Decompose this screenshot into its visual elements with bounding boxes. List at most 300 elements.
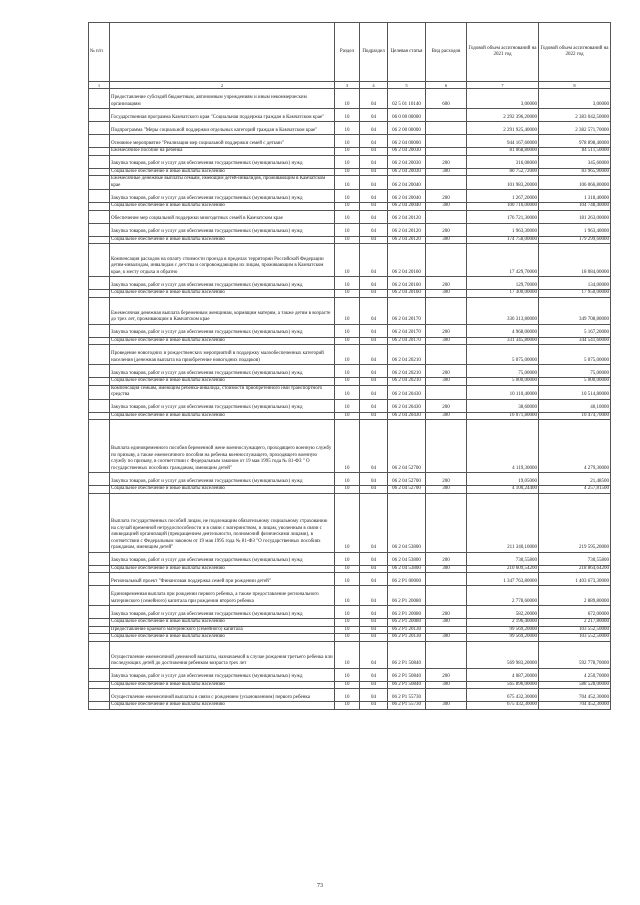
item-name: Социальное обеспечение и иные выплаты населению [110,337,335,345]
expense-type-cell [426,135,467,148]
num-cell [89,565,110,573]
section-cell: 10 [335,573,360,586]
amount-2021: 2 291 925,40000 [467,122,539,135]
amount-2022: 3,06000 [539,89,611,109]
table-row [89,244,611,277]
num-cell [89,223,110,236]
amount-2021: 99 569,20000 [467,626,539,634]
subsection-cell: 04 [360,702,388,710]
subsection-cell: 04 [360,365,388,378]
subsection-cell: 04 [360,89,388,109]
subsection-cell: 04 [360,606,388,619]
amount-2021: 582,20000 [467,606,539,619]
target-code: 06 2 P1 00000 [388,573,426,586]
section-cell: 10 [335,689,360,702]
section-cell: 10 [335,290,360,298]
num-cell [89,155,110,168]
subsection-cell: 04 [360,681,388,689]
amount-2022: 103 552,50000 [539,626,611,634]
num-cell [89,606,110,619]
target-code: 06 2 P1 20080 [388,586,426,606]
amount-2022: 2 383 042,50000 [539,109,611,122]
amount-2022: 2 889,80000 [539,586,611,606]
amount-2021: 569 983,20000 [467,641,539,668]
target-code: 06 2 P1 20130 [388,634,426,642]
amount-2022: 218 864,64200 [539,565,611,573]
num-cell [89,689,110,702]
subsection-cell: 04 [360,586,388,606]
item-name: Региональный проект "Финансовая поддержка семей при рождении детей" [110,573,335,586]
column-index-row [89,82,611,89]
target-code: 06 2 04 53800 [388,552,426,565]
table-row [89,486,611,494]
amount-2021: 2 196,40000 [467,619,539,627]
amount-2022: 704 452,30000 [539,689,611,702]
expense-type-cell [426,297,467,324]
num-cell [89,290,110,298]
table-row [89,565,611,573]
expense-type-cell [426,641,467,668]
section-cell: 10 [335,702,360,710]
table-row [89,277,611,290]
target-code: 06 2 P1 50840 [388,641,426,668]
section-cell: 10 [335,190,360,203]
num-cell [89,552,110,565]
num-cell [89,365,110,378]
amount-2021: 129,70000 [467,277,539,290]
amount-2021: 19,05000 [467,473,539,486]
section-cell: 10 [335,681,360,689]
num-cell [89,412,110,420]
expense-type-cell [426,689,467,702]
target-code: 06 2 04 52700 [388,473,426,486]
item-name: Закупка товаров, работ и услуг для обеспечения государственных (муниципальных) нужд [110,606,335,619]
amount-2022: 84 511,50000 [539,148,611,156]
amount-2021: 80 752,72000 [467,168,539,176]
num-cell [89,203,110,211]
num-cell [89,486,110,494]
item-name: Закупка товаров, работ и услуг для обеспечения государственных (муниципальных) нужд [110,473,335,486]
index-cell: 2 [110,82,335,89]
subsection-cell: 04 [360,190,388,203]
subsection-cell: 04 [360,176,388,190]
table-row [89,586,611,606]
target-code: 06 2 P1 50840 [388,681,426,689]
expense-type-cell: 200 [426,365,467,378]
amount-2021: 81 068,80000 [467,148,539,156]
header-num: № п/п [89,23,110,82]
item-name: Социальное обеспечение и иные выплаты населению [110,565,335,573]
item-name: Компенсация расходов на оплату стоимости проезда в пределах территории Российской Федерации детям-инвалидам, инвалидам с детства и сопровождающим их лицам, проживающим в Камчатском крае, к месту отдыха и обратно [110,244,335,277]
num-cell [89,122,110,135]
num-cell [89,135,110,148]
item-name: Социальное обеспечение и иные выплаты населению [110,236,335,244]
num-cell [89,297,110,324]
expense-type-cell: 300 [426,378,467,386]
item-name: Подпрограмма "Меры социальной поддержки отдельных категорий граждан в Камчатском крае" [110,122,335,135]
header-target: Целевая статья [388,23,426,82]
target-code: 06 2 04 52700 [388,420,426,473]
target-code: 02 5 01 10140 [388,89,426,109]
amount-2022: 103 552,50000 [539,634,611,642]
num-cell [89,244,110,277]
amount-2022: 21,48500 [539,473,611,486]
amount-2022: 18 084,00000 [539,244,611,277]
amount-2021: 4 087,20000 [467,668,539,681]
subsection-cell: 04 [360,337,388,345]
page-number: 73 [317,883,323,889]
expense-type-cell: 200 [426,399,467,412]
amount-2021: 10 071,80000 [467,412,539,420]
num-cell [89,420,110,473]
target-code: 06 2 04 20160 [388,290,426,298]
expense-type-cell [426,626,467,634]
section-cell: 10 [335,365,360,378]
section-cell: 10 [335,109,360,122]
expense-type-cell [426,420,467,473]
amount-2022: 5 167,20000 [539,324,611,337]
table-row [89,641,611,668]
amount-2021: 5 075,00000 [467,345,539,365]
target-code: 06 2 04 52700 [388,486,426,494]
section-cell: 10 [335,236,360,244]
table-row [89,223,611,236]
item-name: Социальное обеспечение и иные выплаты населению [110,290,335,298]
subsection-cell: 04 [360,210,388,223]
amount-2022: 1 403 673,30000 [539,573,611,586]
target-code: 06 2 04 53800 [388,493,426,552]
expense-type-cell: 300 [426,619,467,627]
num-cell [89,641,110,668]
subsection-cell: 04 [360,399,388,412]
section-cell: 10 [335,148,360,156]
amount-2021: 1 267,20000 [467,190,539,203]
item-name: Выплата государственных пособий лицам, не подлежащим обязательному социальному страхованию на случай временной нетрудоспособности и в связи с материнством, и лицам, уволенным в связи с ликвидацией организаций (прекращением деятельности, полномочий физическими лицами), в соответствии с Федеральным законом от 19 мая 1995 года № 81-ФЗ "О государственных пособиях гражданам, имеющим детей" [110,493,335,552]
section-cell: 10 [335,412,360,420]
amount-2021: 4 119,30000 [467,420,539,473]
item-name: Социальное обеспечение и иные выплаты населению [110,412,335,420]
table-row [89,168,611,176]
amount-2021: 176 721,30000 [467,210,539,223]
expense-type-cell [426,176,467,190]
num-cell [89,337,110,345]
amount-2021: 3,06000 [467,89,539,109]
amount-2021: 4 968,00000 [467,324,539,337]
section-cell: 10 [335,385,360,399]
target-code: 06 2 04 20160 [388,244,426,277]
amount-2022: 349 708,80000 [539,297,611,324]
amount-2021: 2 778,60000 [467,586,539,606]
num-cell [89,473,110,486]
index-cell: 7 [467,82,539,89]
amount-2022: 345,60000 [539,155,611,168]
item-name: Основное мероприятие "Реализация мер социальной поддержки семей с детьми" [110,135,335,148]
amount-2021: 5 000,00000 [467,378,539,386]
num-cell [89,573,110,586]
section-cell: 10 [335,176,360,190]
target-code: 06 2 04 20040 [388,190,426,203]
amount-2021: 75,00000 [467,365,539,378]
target-code: 06 2 P1 55730 [388,689,426,702]
amount-2022: 4 250,70000 [539,668,611,681]
table-row [89,155,611,168]
table-row [89,626,611,634]
num-cell [89,109,110,122]
amount-2022: 672,00000 [539,606,611,619]
item-name: Единовременная выплата при рождении первого ребенка, а также предоставление регионального материнского (семейного) капитала при рождении второго ребенка [110,586,335,606]
expense-type-cell [426,345,467,365]
target-code: 06 2 P1 20080 [388,606,426,619]
target-code: 06 2 04 20030 [388,148,426,156]
section-cell: 10 [335,244,360,277]
target-code: 06 2 04 20030 [388,155,426,168]
table-row [89,420,611,473]
table-row [89,493,611,552]
amount-2021: 316,08000 [467,155,539,168]
subsection-cell: 04 [360,290,388,298]
section-cell: 10 [335,634,360,642]
num-cell [89,89,110,109]
subsection-cell: 04 [360,641,388,668]
expense-type-cell: 300 [426,290,467,298]
item-name: Предоставление краевого материнского (семейного) капитала [110,626,335,634]
item-name: Социальное обеспечение и иные выплаты населению [110,168,335,176]
amount-2021: 1 963,30000 [467,223,539,236]
amount-2022: 592 778,70000 [539,641,611,668]
item-name: Социальное обеспечение и иные выплаты населению [110,203,335,211]
subsection-cell: 04 [360,297,388,324]
target-code: 06 2 04 20210 [388,345,426,365]
subsection-cell: 04 [360,573,388,586]
expense-type-cell: 300 [426,168,467,176]
subsection-cell: 04 [360,148,388,156]
num-cell [89,190,110,203]
target-code: 06 2 04 20430 [388,385,426,399]
amount-2021: 211 340,10000 [467,493,539,552]
section-cell: 10 [335,668,360,681]
section-cell: 10 [335,122,360,135]
target-code: 06 2 00 00000 [388,122,426,135]
index-cell: 1 [89,82,110,89]
subsection-cell: 04 [360,345,388,365]
amount-2021: 4 100,24400 [467,486,539,494]
amount-2022: 1 318,40000 [539,190,611,203]
target-code: 06 2 P1 50840 [388,668,426,681]
expense-type-cell [426,122,467,135]
index-cell: 3 [335,82,360,89]
section-cell: 10 [335,210,360,223]
item-name: Социальное обеспечение и иные выплаты населению [110,634,335,642]
amount-2022: 1 963,40000 [539,223,611,236]
subsection-cell: 04 [360,109,388,122]
table-row [89,290,611,298]
amount-2021: 17 300,00000 [467,290,539,298]
subsection-cell: 04 [360,552,388,565]
amount-2021: 944 167,60000 [467,135,539,148]
amount-2021: 675 432,30000 [467,702,539,710]
table-row [89,203,611,211]
header-row [89,23,611,82]
amount-2021: 336 313,80000 [467,297,539,324]
section-cell: 10 [335,203,360,211]
table-row [89,337,611,345]
table-row [89,236,611,244]
amount-2022: 134,00000 [539,277,611,290]
amount-2021: 101 983,20000 [467,176,539,190]
table-row [89,385,611,399]
section-cell: 10 [335,168,360,176]
item-name: Ежемесячное пособие на ребенка [110,148,335,156]
expense-type-cell: 300 [426,412,467,420]
amount-2021: 174 758,00000 [467,236,539,244]
target-code: 06 2 04 20430 [388,399,426,412]
target-code: 06 2 04 20160 [388,277,426,290]
amount-2022: 2 217,80000 [539,619,611,627]
table-row [89,89,611,109]
num-cell [89,148,110,156]
amount-2022: 2 382 571,70000 [539,122,611,135]
amount-2022: 4 279,30000 [539,420,611,473]
section-cell: 10 [335,378,360,386]
amount-2021: 100 716,00000 [467,203,539,211]
target-code: 06 2 04 20170 [388,337,426,345]
target-code: 06 2 04 20040 [388,203,426,211]
table-row [89,668,611,681]
expense-type-cell: 300 [426,634,467,642]
num-cell [89,176,110,190]
expense-type-cell: 200 [426,155,467,168]
amount-2022: 181 263,00000 [539,210,611,223]
section-cell: 10 [335,606,360,619]
expense-type-cell [426,573,467,586]
target-code: 06 2 P1 55730 [388,702,426,710]
num-cell [89,324,110,337]
section-cell: 10 [335,345,360,365]
target-code: 06 2 04 20210 [388,378,426,386]
target-code: 06 2 04 20120 [388,223,426,236]
num-cell [89,277,110,290]
num-cell [89,345,110,365]
header-2021: Годовой объем ассигнований на 2021 год [467,23,539,82]
subsection-cell: 04 [360,412,388,420]
expense-type-cell: 300 [426,236,467,244]
num-cell [89,493,110,552]
table-row [89,689,611,702]
table-row [89,210,611,223]
num-cell [89,634,110,642]
subsection-cell: 04 [360,619,388,627]
item-name: Обеспечение мер социальной поддержки многодетных семей в Камчатском крае [110,210,335,223]
subsection-cell: 04 [360,689,388,702]
section-cell: 10 [335,641,360,668]
amount-2021: 675 432,30000 [467,689,539,702]
section-cell: 10 [335,473,360,486]
item-name: Закупка товаров, работ и услуг для обеспечения государственных (муниципальных) нужд [110,223,335,236]
item-name: Социальное обеспечение и иные выплаты населению [110,378,335,386]
item-name: Социальное обеспечение и иные выплаты населению [110,681,335,689]
item-name: Закупка товаров, работ и услуг для обеспечения государственных (муниципальных) нужд [110,365,335,378]
expense-type-cell: 200 [426,277,467,290]
item-name: Закупка товаров, работ и услуг для обеспечения государственных (муниципальных) нужд [110,190,335,203]
subsection-cell: 04 [360,634,388,642]
section-cell: 10 [335,297,360,324]
header-section: Раздел [335,23,360,82]
amount-2021: 17 429,70000 [467,244,539,277]
subsection-cell: 04 [360,420,388,473]
item-name: Государственная программа Камчатского края "Социальная поддержка граждан в Камчатском крае" [110,109,335,122]
expense-type-cell [426,109,467,122]
item-name: Социальное обеспечение и иные выплаты населению [110,702,335,710]
amount-2021: 10 110,40000 [467,385,539,399]
amount-2022: 17 950,00000 [539,290,611,298]
item-name: Осуществление ежемесячной выплаты в связи с рождением (усыновлением) первого ребенка [110,689,335,702]
item-name: Ежемесячные денежные выплаты семьям, имеющим детей-инвалидов, проживающим в Камчатском крае [110,176,335,190]
subsection-cell: 04 [360,223,388,236]
expense-type-cell [426,210,467,223]
table-row [89,473,611,486]
expense-type-cell: 200 [426,473,467,486]
section-cell: 10 [335,552,360,565]
item-name: Закупка товаров, работ и услуг для обеспечения государственных (муниципальных) нужд [110,399,335,412]
subsection-cell: 04 [360,135,388,148]
item-name: Закупка товаров, работ и услуг для обеспечения государственных (муниципальных) нужд [110,277,335,290]
target-code: 06 2 04 20210 [388,365,426,378]
target-code: 06 2 P1 20080 [388,619,426,627]
target-code: 06 2 04 20170 [388,324,426,337]
target-code: 06 2 04 20430 [388,412,426,420]
table-row [89,378,611,386]
table-row [89,109,611,122]
expense-type-cell: 600 [426,89,467,109]
table-body [89,82,611,710]
num-cell [89,626,110,634]
section-cell: 10 [335,493,360,552]
target-code: 06 2 P1 20130 [388,626,426,634]
expense-type-cell: 200 [426,190,467,203]
subsection-cell: 04 [360,626,388,634]
amount-2022: 344 541,60000 [539,337,611,345]
table-row [89,681,611,689]
header-name [110,23,335,82]
table-row [89,412,611,420]
amount-2022: 588 528,00000 [539,681,611,689]
amount-2022: 40,10000 [539,399,611,412]
expense-type-cell [426,586,467,606]
target-code: 06 2 04 53800 [388,565,426,573]
table-row [89,573,611,586]
subsection-cell: 04 [360,155,388,168]
amount-2022: 83 965,90000 [539,168,611,176]
table-row [89,190,611,203]
table-row [89,297,611,324]
table-row [89,345,611,365]
section-cell: 10 [335,619,360,627]
expense-type-cell [426,244,467,277]
num-cell [89,385,110,399]
expense-type-cell: 200 [426,552,467,565]
expense-type-cell: 300 [426,486,467,494]
expense-type-cell: 300 [426,681,467,689]
amount-2022: 179 299,60000 [539,236,611,244]
num-cell [89,668,110,681]
item-name: Компенсация семьям, имеющим ребенка-инвалида, стоимости приобретенного ими транспортного средства [110,385,335,399]
item-name: Закупка товаров, работ и услуг для обеспечения государственных (муниципальных) нужд [110,552,335,565]
amount-2022: 978 898,40000 [539,135,611,148]
subsection-cell: 04 [360,486,388,494]
subsection-cell: 04 [360,277,388,290]
amount-2021: 1 347 763,80000 [467,573,539,586]
target-code: 06 2 04 20040 [388,176,426,190]
